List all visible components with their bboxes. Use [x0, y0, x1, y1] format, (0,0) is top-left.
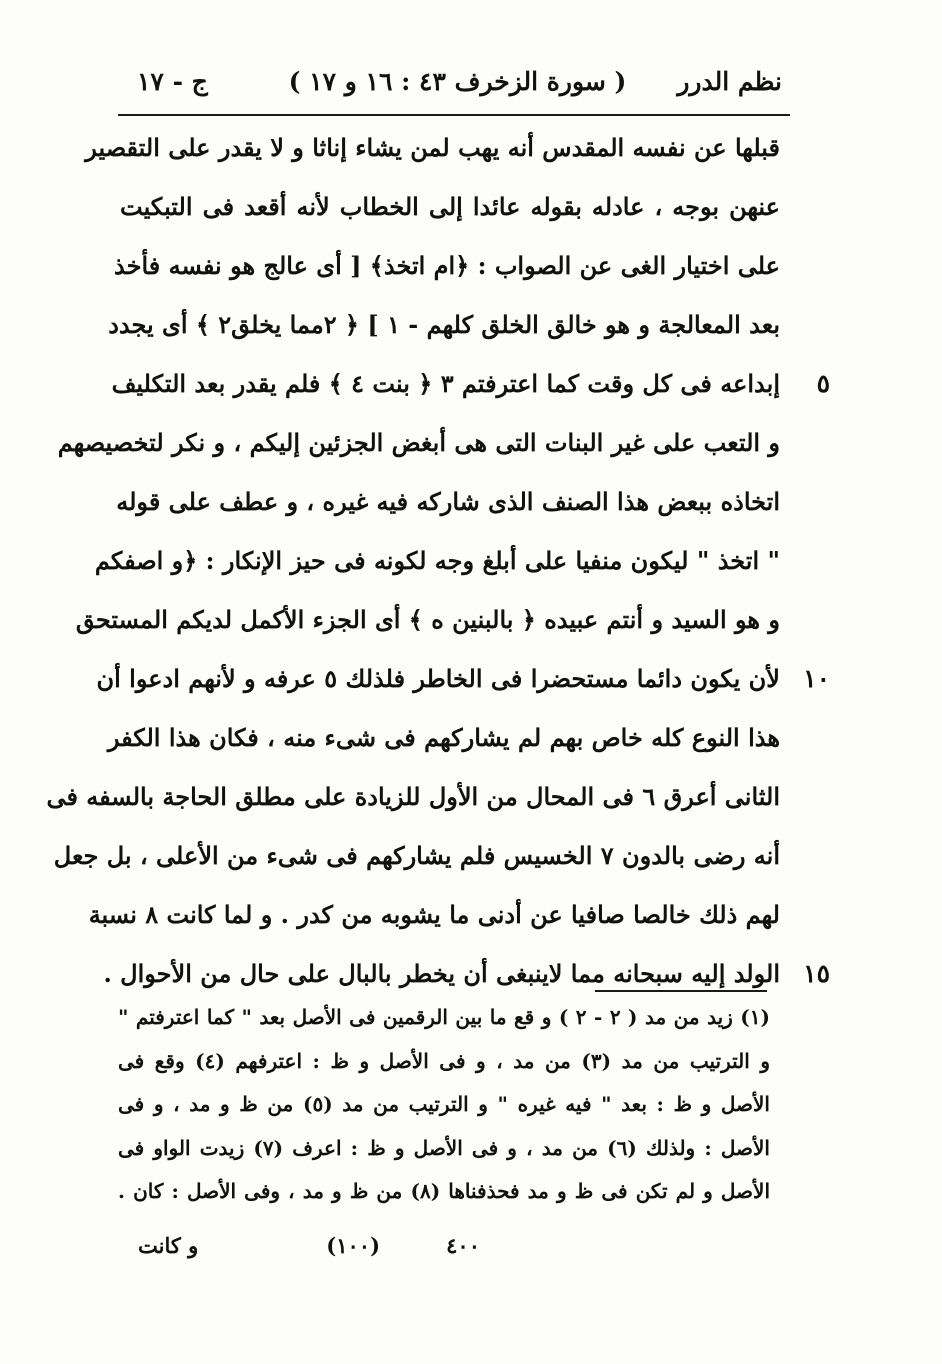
text-line: قبلها عن نفسه المقدس أنه يهب لمن يشاء إناثا و لا يقدر على التقصير [85, 133, 780, 162]
footnotes [118, 996, 770, 1214]
footnote-line: و الترتيب من مد (٣) من مد ، و فى الأصل و ظ : اعترفهم (٤) وقع فى [118, 1048, 771, 1073]
text-line: بعد المعالجة و هو خالق الخلق كلهم - ١ ] ﴿ ٢مما يخلق٢ ﴾ أى يجدد [108, 310, 780, 339]
line-number-15: ١٥ [803, 959, 830, 988]
book-title: نظم الدرر [677, 67, 782, 96]
text-line: على اختيار الغى عن الصواب : ﴿ام اتخذ﴾ [ أى عالج هو نفسه فأخذ [114, 251, 780, 280]
footnote-line: الأصل و لم تكن فى ظ و مد فحذفناها (٨) من ظ و مد ، وفى الأصل : كان . [118, 1179, 771, 1203]
sheet-number: (١٠٠) [326, 1233, 380, 1258]
catchword: و كانت [138, 1233, 199, 1258]
page-footer [120, 1228, 520, 1268]
header-rule [118, 114, 790, 116]
text-line: الثانى أعرق ٦ فى المحال من الأول للزيادة على مطلق الحاجة بالسفه فى [46, 782, 780, 811]
footnote-line: الأصل : ولذلك (٦) من مد ، و فى الأصل و ظ : اعرف (٧) زيدت الواو فى [118, 1135, 770, 1160]
text-line: " اتخذ " ليكون منفيا على أبلغ وجه لكونه فى حيز الإنكار : ﴿و اصفكم [94, 546, 780, 575]
main-text [46, 118, 780, 1003]
text-line: و هو السيد و أنتم عبيده ﴿ بالبنين ه ﴾ أى الجزء الأكمل لديكم المستحق [75, 605, 780, 634]
volume-label: ج - ١٧ [137, 67, 208, 96]
footnote-line: (١) زيد من مد ( ٢ - ٢ ) و قع ما بين الرقمين فى الأصل بعد " كما اعترفتم " [118, 1005, 770, 1029]
text-line: لأن يكون دائما مستحضرا فى الخاطر فلذلك ٥ عرفه و لأنهم ادعوا أن [96, 664, 780, 693]
page-number: ٤٠٠ [446, 1233, 480, 1258]
text-line: عنهن بوجه ، عادله بقوله عائدا إلى الخطاب لأنه أقعد فى التبكيت [120, 192, 780, 221]
text-line: اتخاذه ببعض هذا الصنف الذى شاركه فيه غيره ، و عطف على قوله [116, 487, 780, 516]
surah-reference: ( سورة الزخرف ٤٣ : ١٦ و ١٧ ) [288, 67, 627, 96]
text-line: الولد إليه سبحانه مما لاينبغى أن يخطر بالبال على حال من الأحوال . [103, 959, 780, 988]
text-line: هذا النوع كله خاص بهم لم يشاركهم فى شىء منه ، فكان هذا الكفر [107, 723, 780, 752]
line-number-5: ٥ [816, 369, 830, 398]
line-number-10: ١٠ [803, 664, 830, 693]
text-line: إبداعه فى كل وقت كما اعترفتم ٣ ﴿ بنت ٤ ﴾ فلم يقدر بعد التكليف [111, 369, 780, 398]
text-line: لهم ذلك خالصا صافيا عن أدنى ما يشوبه من كدر . و لما كانت ٨ نسبة [88, 900, 780, 929]
text-line: أنه رضى بالدون ٧ الخسيس فلم يشاركهم فى شىء من الأعلى ، بل جعل [53, 841, 780, 870]
text-line: و التعب على غير البنات التى هى أبغض الجزئين إليكم ، و نكر لتخصيصهم [57, 428, 780, 457]
footnote-separator [595, 990, 767, 992]
running-header [125, 60, 790, 112]
footnote-line: الأصل و ظ : بعد " فيه غيره " و الترتيب من مد (٥) من ظ و مد ، و فى [118, 1092, 770, 1116]
